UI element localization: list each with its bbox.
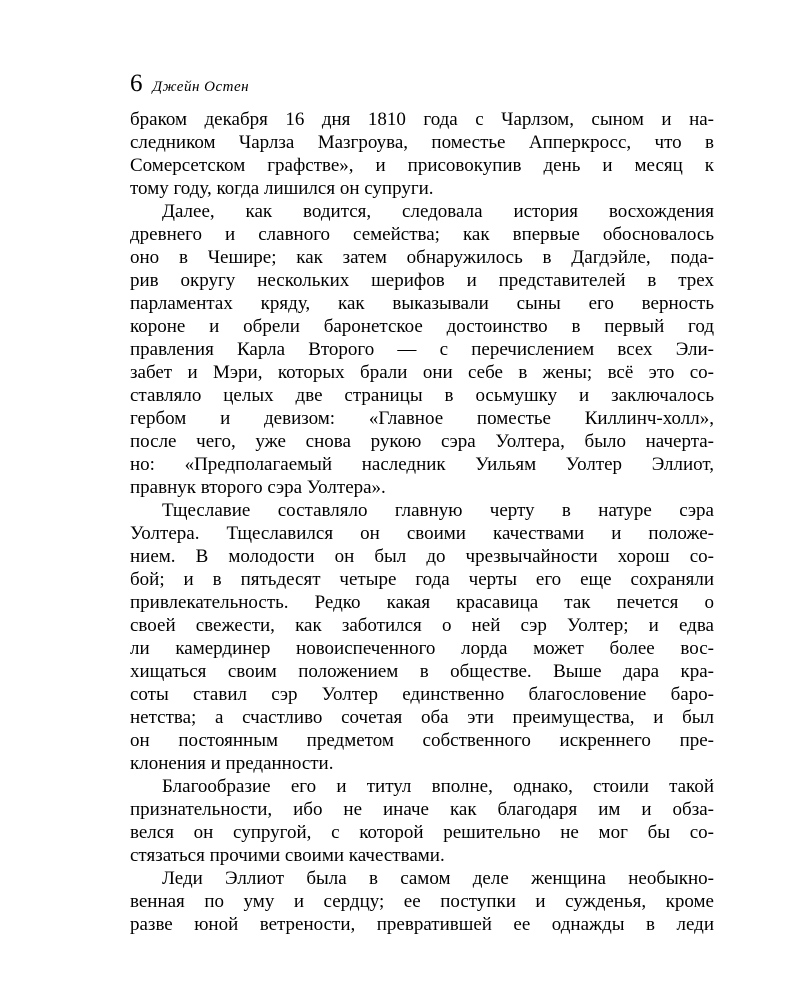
text-line: браком декабря 16 дня 1810 года с Чарлзом, сыном и на-: [130, 109, 714, 130]
text-line: хищаться своим положением в обществе. Выше дара кра-: [130, 661, 714, 682]
text-line: оно в Чешире; как затем обнаружилось в Дагдэйле, пода-: [130, 247, 714, 268]
text-line: своей свежести, как заботился о ней сэр Уолтер; и едва: [130, 615, 714, 636]
text-line: нием. В молодости он был до чрезвычайности хорош со-: [130, 546, 714, 567]
text-line: рив округу нескольких шерифов и представителей в трех: [130, 270, 714, 291]
body-text: [130, 108, 714, 936]
text-line: велся он супругой, с которой решительно не мог бы со-: [130, 822, 714, 843]
text-line: правнук второго сэра Уолтера».: [130, 477, 386, 498]
text-line: Сомерсетском графстве», и присовокупив день и месяц к: [130, 155, 714, 176]
text-line: ли камердинер новоиспеченного лорда может более вос-: [130, 638, 714, 659]
text-line: Благообразие его и титул вполне, однако, стоили такой: [162, 776, 714, 797]
text-line: Далее, как водится, следовала история восхождения: [162, 201, 714, 222]
running-head-author: Джейн Остен: [152, 79, 250, 95]
text-line: короне и обрели баронетское достоинство в первый год: [130, 316, 714, 337]
text-line: правления Карла Второго — с перечислением всех Эли-: [130, 339, 714, 360]
text-line: но: «Предполагаемый наследник Уильям Уолтер Эллиот,: [130, 454, 714, 475]
text-line: забет и Мэри, которых брали они себе в жены; всё это со-: [130, 362, 714, 383]
page-number: 6: [130, 70, 143, 97]
text-line: разве юной ветрености, превратившей ее однажды в леди: [130, 914, 714, 935]
text-line: следником Чарлза Мазгроува, поместье Апперкросс, что в: [130, 132, 714, 153]
text-line: признательности, ибо не иначе как благодаря им и обза-: [130, 799, 714, 820]
text-line: Уолтера. Тщеславился он своими качествами и положе-: [130, 523, 714, 544]
text-line: гербом и девизом: «Главное поместье Киллинч-холл»,: [130, 408, 714, 429]
running-head: [130, 70, 714, 106]
text-line: после чего, уже снова рукою сэра Уолтера, было начерта-: [130, 431, 714, 452]
text-line: он постоянным предметом собственного искреннего пре-: [130, 730, 714, 751]
text-line: клонения и преданности.: [130, 753, 334, 774]
text-line: древнего и славного семейства; как впервые обосновалось: [130, 224, 714, 245]
text-line: стязаться прочими своими качествами.: [130, 845, 445, 866]
text-line: бой; и в пятьдесят четыре года черты его еще сохраняли: [130, 569, 714, 590]
text-line: тому году, когда лишился он супруги.: [130, 178, 434, 199]
text-line: венная по уму и сердцу; ее поступки и сужденья, кроме: [130, 891, 714, 912]
text-line: соты ставил сэр Уолтер единственно благословение баро-: [130, 684, 714, 705]
text-line: привлекательность. Редко какая красавица так печется о: [130, 592, 714, 613]
text-line: ставляло целых две страницы в осьмушку и заключалось: [130, 385, 714, 406]
text-line: Тщеславие составляло главную черту в натуре сэра: [162, 500, 714, 521]
text-line: парламентах кряду, как выказывали сыны его верность: [130, 293, 714, 314]
book-page: [130, 70, 714, 940]
text-line: Леди Эллиот была в самом деле женщина необыкно-: [162, 868, 714, 889]
text-line: нетства; а счастливо сочетая оба эти преимущества, и был: [130, 707, 714, 728]
